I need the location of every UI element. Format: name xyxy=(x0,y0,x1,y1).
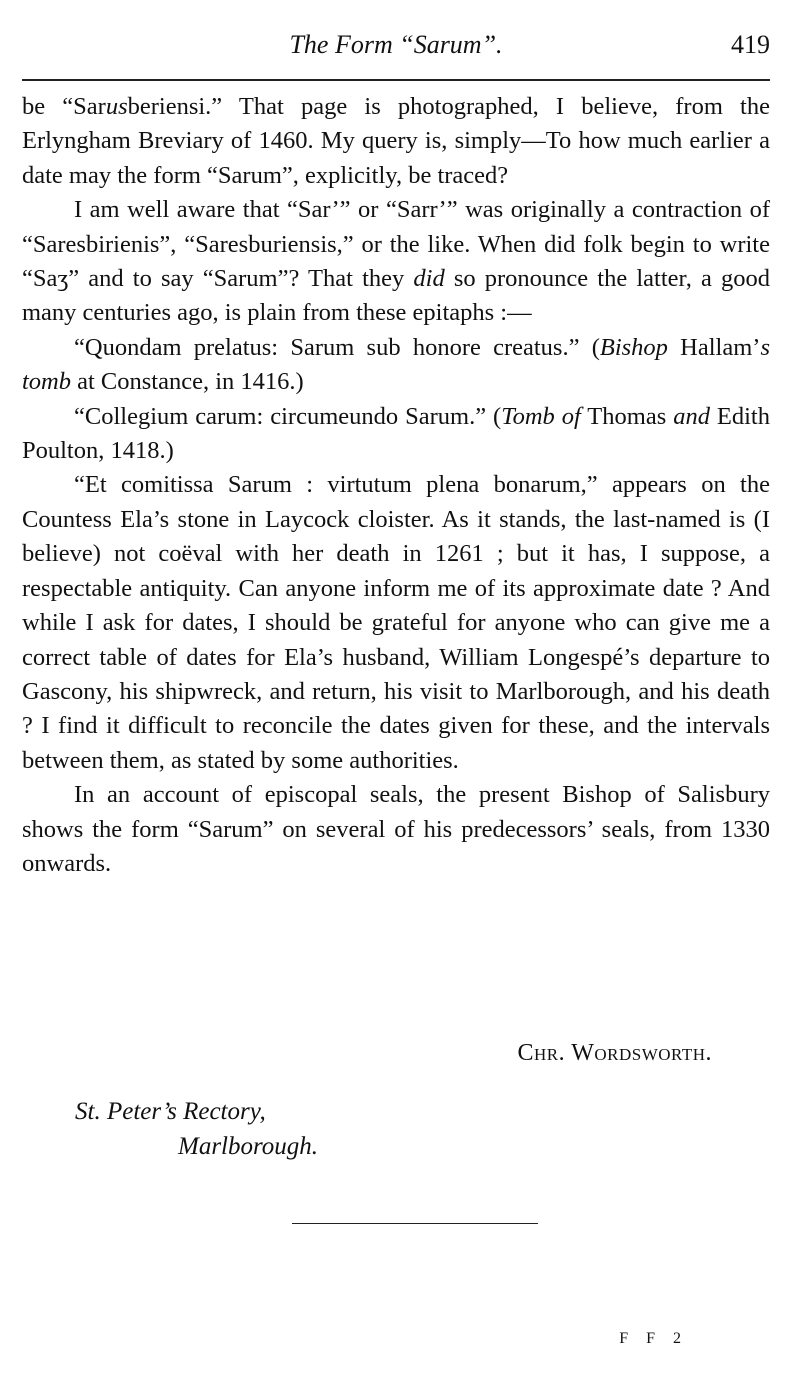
text-run: Hallam’ xyxy=(667,333,761,361)
signature-mark: F F 2 xyxy=(619,1330,688,1347)
text-run: “Collegium carum: circumeundo Sarum.” ( xyxy=(74,402,502,430)
paragraph-2 xyxy=(22,193,770,331)
paragraph-3-epitaph xyxy=(22,331,770,400)
running-title: The Form “Sarum”. xyxy=(289,30,503,59)
letter-body xyxy=(22,90,770,881)
text-run-italic: did xyxy=(413,265,445,293)
text-run: at Constance, in 1416.) xyxy=(71,368,304,396)
text-run: ” and to say “Sarum”? That they xyxy=(68,265,414,293)
text-run: be “Sar xyxy=(22,93,106,120)
author-signature: Chr. Wordsworth. xyxy=(517,1040,712,1066)
paragraph-1 xyxy=(22,90,770,193)
address-line-2: Marlborough. xyxy=(178,1133,319,1160)
text-run: Edith Poulton, 1418.) xyxy=(22,402,770,465)
text-run-italic: and xyxy=(673,402,710,430)
paragraph-6: In an account of episcopal seals, the present Bishop of Salisbury shows the form “Sarum” on several of his predecessors’ seals, from 1330 onwards. xyxy=(22,781,770,877)
text-run: “Quondam prelatus: Sarum sub honore creatus.” ( xyxy=(74,333,600,361)
address-line-1: St. Peter’s Rectory, xyxy=(75,1098,266,1125)
header-rule xyxy=(22,79,770,81)
text-run-italic: Bishop xyxy=(599,333,668,361)
page-number: 419 xyxy=(731,30,770,59)
text-run-italic: Tomb of xyxy=(501,402,581,430)
paragraph-4-epitaph xyxy=(22,400,770,469)
text-run: Thomas xyxy=(580,402,674,430)
running-head xyxy=(22,30,770,66)
text-run: beriensi.” That page is photographed, I believe, from the Erlyngham Breviary of 1460. My query is, simply—To how much earlier a date may the form “Sarum”, explicitly, be traced? xyxy=(22,93,770,189)
text-run-italic: s tomb xyxy=(22,333,770,396)
closing-rule xyxy=(292,1223,538,1224)
text-run-italic: us xyxy=(105,93,128,120)
text-run: I am well aware that “Sar’” or “Sarr’” was originally a contraction of “Saresbirienis”, “Saresburiensis,” or the like. When did folk begin to write “Sa xyxy=(22,196,770,293)
paragraph-5: “Et comitissa Sarum : virtutum plena bonarum,” appears on the Countess Ela’s stone in Laycock cloister. As it stands, the last-named is (I believe) not coëval with her death in 1261 ; but it has, I suppose, a respectable antiquity. Can anyone inform me of its approximate date ? And while I ask for dates, I should be grateful for anyone who can give me a correct table of dates for Ela’s husband, William Longespé’s departure to Gascony, his shipwreck, and return, his visit to Marlborough, and his death ? I find it difficult to reconcile the dates given for these, and the intervals between them, as stated by some authorities. xyxy=(22,471,770,774)
abbreviation-glyph: ʒ xyxy=(57,265,69,293)
text-run: so pronounce the latter, a good many centuries ago, is plain from these epitaphs :— xyxy=(22,265,770,327)
